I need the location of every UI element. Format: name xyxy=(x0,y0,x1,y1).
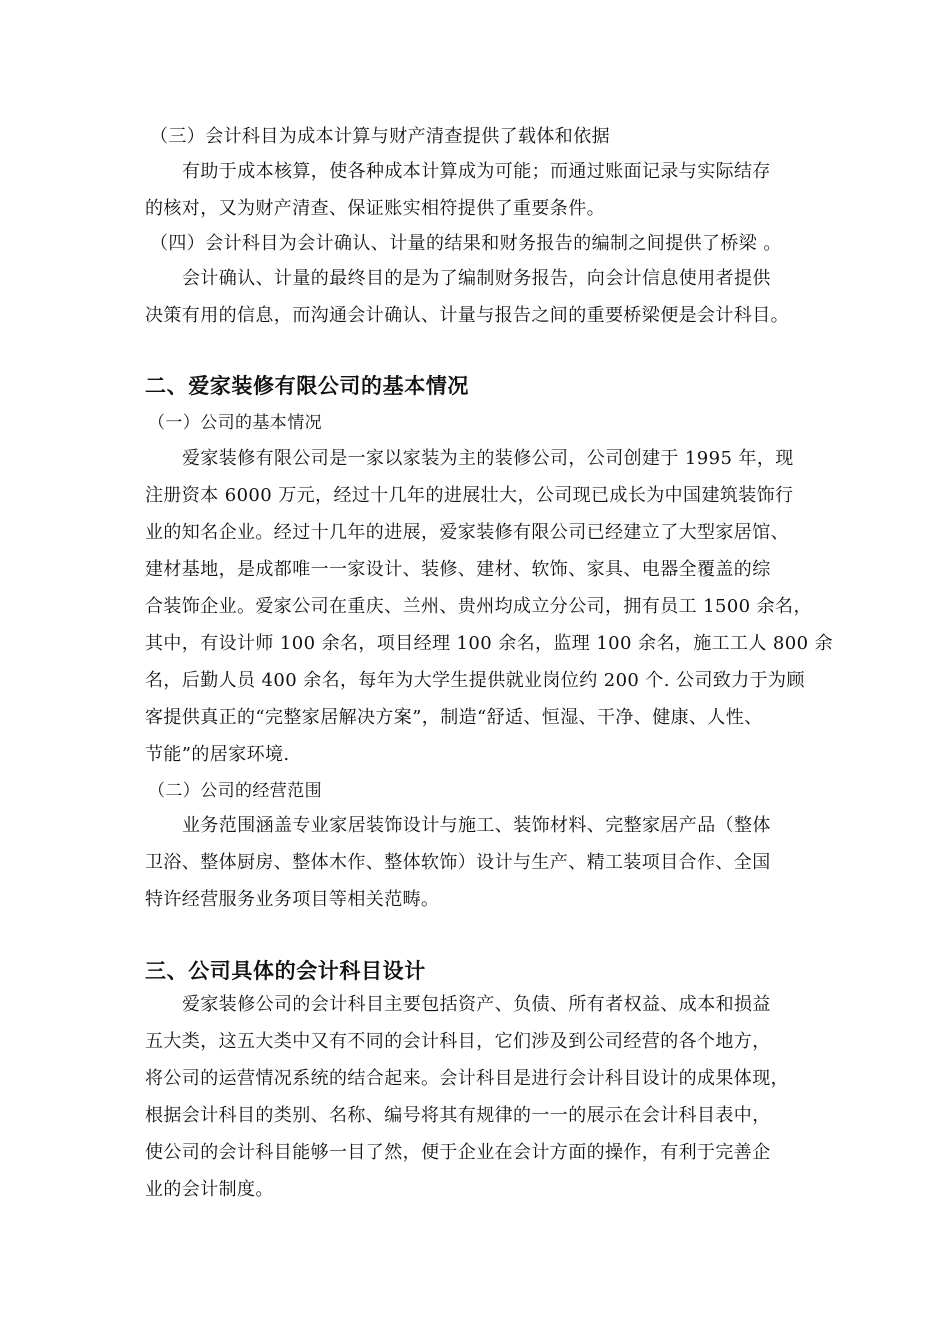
paragraph-line: 有助于成本核算，使各种成本计算成为可能；而通过账面记录与实际结存 xyxy=(182,161,771,182)
paragraph-line: 会计确认、计量的最终目的是为了编制财务报告，向会计信息使用者提供 xyxy=(182,268,771,289)
paragraph-line: 名，后勤人员 400 余名，每年为大学生提供就业岗位约 200 个. 公司致力于为顾 xyxy=(145,670,805,691)
section-title-2: 二、爱家装修有限公司的基本情况 xyxy=(145,374,469,398)
paragraph-line: 其中，有设计师 100 余名，项目经理 100 余名，监理 100 余名，施工工人 800 余 xyxy=(145,633,833,654)
paragraph-line: 决策有用的信息，而沟通会计确认、计量与报告之间的重要桥梁便是会计科目。 xyxy=(145,305,789,326)
paragraph-line: 业的会计制度。 xyxy=(145,1179,274,1200)
paragraph-line: 合装饰企业。爱家公司在重庆、兰州、贵州均成立分公司，拥有员工 1500 余名， xyxy=(145,596,812,617)
subheading-company-basic: （一）公司的基本情况 xyxy=(148,413,322,433)
paragraph-line: 卫浴、整体厨房、整体木作、整体软饰）设计与生产、精工装项目合作、全国 xyxy=(145,852,771,873)
subheading-three: （三）会计科目为成本计算与财产清查提供了载体和依据 xyxy=(150,126,610,147)
paragraph-line: 爱家装修有限公司是一家以家装为主的装修公司，公司创建于 1995 年，现 xyxy=(182,448,794,469)
paragraph-line: 业的知名企业。经过十几年的进展，爱家装修有限公司已经建立了大型家居馆、 xyxy=(145,522,789,543)
paragraph-line: 建材基地，是成都唯一一家设计、装修、建材、软饰、家具、电器全覆盖的综 xyxy=(145,559,771,580)
section-title-3: 三、公司具体的会计科目设计 xyxy=(145,959,426,983)
paragraph-line: 根据会计科目的类别、名称、编号将其有规律的一一的展示在会计科目表中， xyxy=(145,1105,771,1126)
paragraph-line: 特许经营服务业务项目等相关范畴。 xyxy=(145,889,440,910)
paragraph-line: 注册资本 6000 万元，经过十几年的进展壮大，公司现已成长为中国建筑装饰行 xyxy=(145,485,794,506)
subheading-four: （四）会计科目为会计确认、计量的结果和财务报告的编制之间提供了桥梁 。 xyxy=(150,233,782,254)
subheading-business-scope: （二）公司的经营范围 xyxy=(148,781,322,801)
paragraph-line: 将公司的运营情况系统的结合起来。会计科目是进行会计科目设计的成果体现， xyxy=(145,1068,789,1089)
paragraph-line: 爱家装修公司的会计科目主要包括资产、负债、所有者权益、成本和损益 xyxy=(182,994,771,1015)
paragraph-line: 节能”的居家环境. xyxy=(145,744,290,765)
paragraph-line: 使公司的会计科目能够一目了然，便于企业在会计方面的操作，有利于完善企 xyxy=(145,1142,771,1163)
paragraph-line: 五大类，这五大类中又有不同的会计科目，它们涉及到公司经营的各个地方， xyxy=(145,1031,771,1052)
paragraph-line: 的核对，又为财产清查、保证账实相符提供了重要条件。 xyxy=(145,198,605,219)
paragraph-line: 业务范围涵盖专业家居装饰设计与施工、装饰材料、完整家居产品（整体 xyxy=(182,815,771,836)
paragraph-line: 客提供真正的“完整家居解决方案”，制造“舒适、恒湿、干净、健康、人性、 xyxy=(145,707,763,728)
